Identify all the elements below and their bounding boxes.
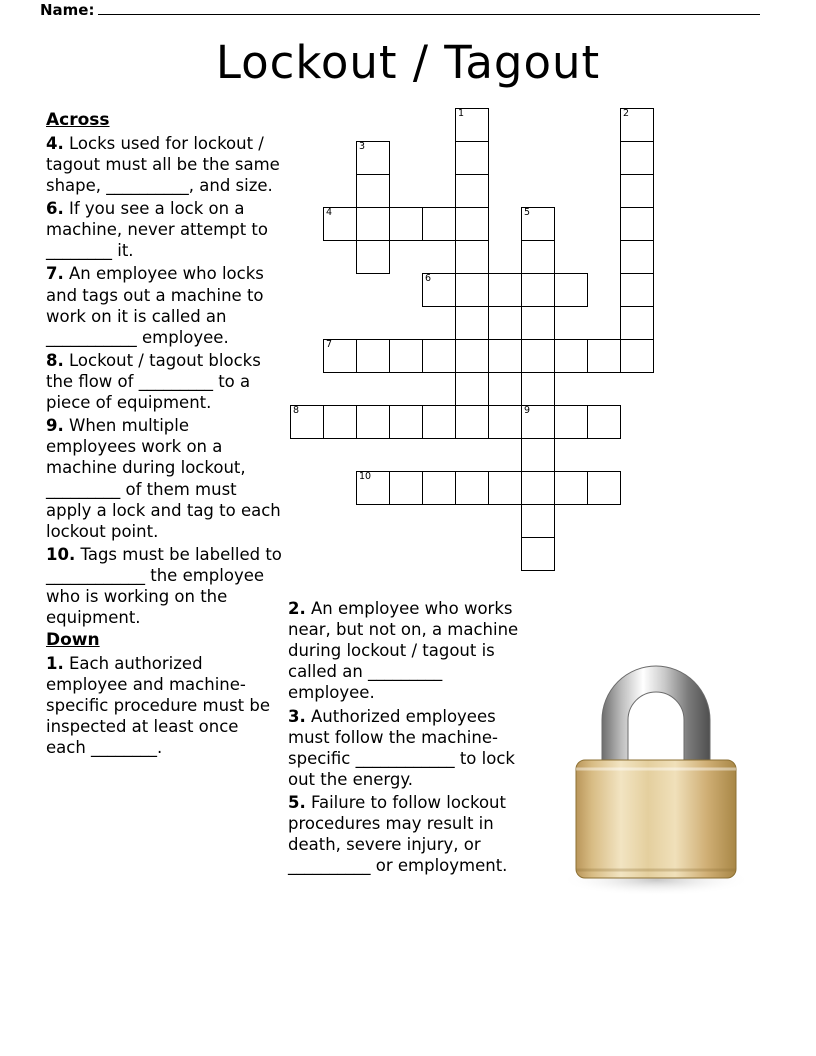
clue-number: 10. [46, 544, 76, 564]
crossword-cell[interactable] [323, 207, 357, 241]
crossword-cell[interactable] [290, 405, 324, 439]
clue-across-8 [46, 350, 282, 413]
clue-text: Tags must be labelled to ____________ the employee who is working on the equipment. [46, 544, 282, 628]
crossword-cell[interactable] [554, 405, 588, 439]
clue-text: If you see a lock on a machine, never attempt to ________ it. [46, 199, 268, 261]
crossword-cell[interactable] [521, 504, 555, 538]
crossword-cell[interactable] [455, 339, 489, 373]
crossword-cell[interactable] [521, 306, 555, 340]
clue-across-9 [46, 415, 282, 542]
name-row [40, 0, 760, 19]
crossword-cell[interactable] [488, 273, 522, 307]
crossword-cell[interactable] [356, 240, 390, 274]
name-label: Name: [40, 1, 95, 19]
crossword-cell-number: 2 [623, 108, 630, 119]
crossword-cell[interactable] [356, 207, 390, 241]
crossword-cell[interactable] [389, 339, 423, 373]
clue-number: 6. [46, 199, 64, 219]
crossword-cell[interactable] [620, 108, 654, 142]
crossword-cell[interactable] [521, 405, 555, 439]
clue-text: An employee who locks and tags out a machine to work on it is called an ___________ employee. [46, 264, 264, 347]
crossword-cell[interactable] [620, 306, 654, 340]
crossword-cell[interactable] [554, 273, 588, 307]
crossword-cell-number: 3 [359, 141, 366, 152]
crossword-cell[interactable] [422, 339, 456, 373]
crossword-cell[interactable] [455, 471, 489, 505]
crossword-cell[interactable] [422, 273, 456, 307]
crossword-cell[interactable] [620, 141, 654, 175]
crossword-cell[interactable] [521, 471, 555, 505]
crossword-cell[interactable] [620, 174, 654, 208]
clue-down-2 [288, 598, 534, 704]
crossword-cell[interactable] [521, 273, 555, 307]
crossword-cell[interactable] [422, 207, 456, 241]
clue-text: An employee who works near, but not on, a machine during lockout / tagout is called an _________ employee. [288, 599, 519, 703]
crossword-cell[interactable] [389, 207, 423, 241]
crossword-cell[interactable] [620, 240, 654, 274]
clue-text: Locks used for lockout / tagout must all be the same shape, __________, and size. [46, 133, 280, 195]
crossword-cell[interactable] [587, 405, 621, 439]
crossword-cell[interactable] [323, 339, 357, 373]
padlock-image [556, 648, 756, 898]
crossword-cell-number: 5 [524, 207, 531, 218]
crossword-cell-number: 1 [458, 108, 465, 119]
crossword-cell[interactable] [587, 339, 621, 373]
crossword-cell-number: 8 [293, 405, 300, 416]
crossword-cell[interactable] [620, 207, 654, 241]
crossword-cell-number: 6 [425, 273, 432, 284]
crossword-cell[interactable] [521, 537, 555, 571]
clue-number: 4. [46, 133, 64, 153]
clue-text: Lockout / tagout blocks the flow of _________ to a piece of equipment. [46, 350, 261, 413]
crossword-cell[interactable] [356, 405, 390, 439]
crossword-cell[interactable] [554, 471, 588, 505]
crossword-cell[interactable] [422, 405, 456, 439]
padlock-icon [556, 648, 756, 898]
crossword-cell[interactable] [323, 405, 357, 439]
crossword-cell[interactable] [587, 471, 621, 505]
clue-number: 7. [46, 264, 64, 284]
crossword-cell[interactable] [356, 141, 390, 175]
crossword-cell[interactable] [488, 471, 522, 505]
crossword-cell[interactable] [455, 141, 489, 175]
crossword-cell[interactable] [455, 240, 489, 274]
crossword-cell-number: 10 [359, 471, 372, 482]
crossword-cell[interactable] [455, 372, 489, 406]
clue-down-1 [46, 653, 282, 759]
crossword-cell[interactable] [488, 339, 522, 373]
clues-column-middle [288, 598, 534, 878]
crossword-cell[interactable] [521, 240, 555, 274]
crossword-cell[interactable] [389, 471, 423, 505]
crossword-cell[interactable] [455, 306, 489, 340]
crossword-cell[interactable] [620, 339, 654, 373]
clue-across-7 [46, 263, 282, 347]
crossword-cell[interactable] [488, 405, 522, 439]
crossword-cell[interactable] [455, 273, 489, 307]
across-heading: Across [46, 110, 110, 130]
crossword-cell[interactable] [521, 438, 555, 472]
crossword-cell[interactable] [521, 207, 555, 241]
clue-across-4 [46, 133, 282, 196]
clue-number: 8. [46, 350, 64, 370]
crossword-cell[interactable] [455, 108, 489, 142]
crossword-cell[interactable] [455, 405, 489, 439]
crossword-cell-number: 4 [326, 207, 333, 218]
crossword-cell-number: 9 [524, 405, 531, 416]
crossword-cell[interactable] [389, 405, 423, 439]
crossword-cell[interactable] [554, 339, 588, 373]
clue-down-5 [288, 792, 534, 876]
page-title: Lockout / Tagout [215, 36, 601, 89]
clue-down-3 [288, 706, 534, 790]
clue-number: 9. [46, 416, 64, 436]
crossword-cell[interactable] [521, 339, 555, 373]
clue-text: Each authorized employee and machine-specific procedure must be inspected at least once each ________. [46, 654, 271, 758]
clue-across-6 [46, 198, 282, 261]
clue-number: 1. [46, 654, 64, 674]
clue-text: Authorized employees must follow the machine-specific ____________ to lock out the energy. [288, 706, 515, 789]
down-heading: Down [46, 630, 100, 651]
clue-across-10 [46, 544, 282, 628]
clue-text: When multiple employees work on a machine during lockout, _________ of them must apply a lock and tag to each lockout point. [46, 416, 281, 541]
name-blank-line[interactable] [98, 0, 760, 15]
crossword-cell[interactable] [521, 372, 555, 406]
clue-text: Failure to follow lockout procedures may result in death, severe injury, or __________ or employment. [288, 792, 508, 876]
clue-number: 2. [288, 599, 306, 618]
crossword-cell[interactable] [356, 174, 390, 208]
clue-number: 3. [288, 706, 306, 726]
crossword-cell-number: 7 [326, 339, 333, 350]
crossword-cell[interactable] [422, 471, 456, 505]
clue-number: 5. [288, 792, 306, 812]
crossword-cell[interactable] [620, 273, 654, 307]
crossword-cell[interactable] [356, 471, 390, 505]
clues-column-left [46, 110, 282, 761]
crossword-cell[interactable] [455, 207, 489, 241]
crossword-cell[interactable] [455, 174, 489, 208]
crossword-cell[interactable] [356, 339, 390, 373]
